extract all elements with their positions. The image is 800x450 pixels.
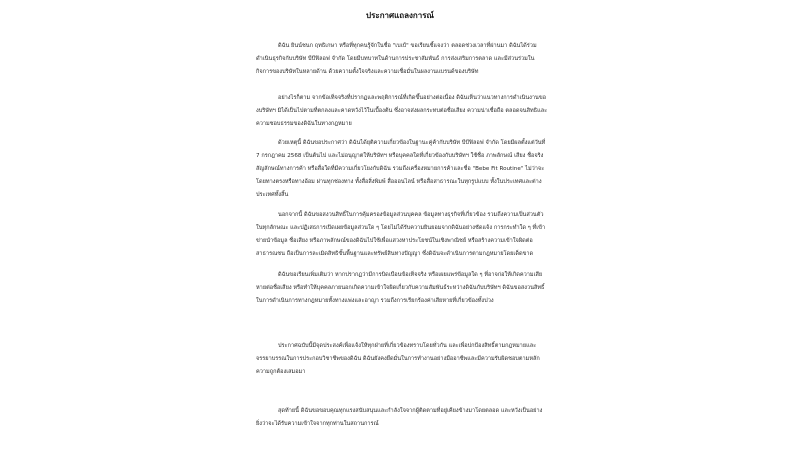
paragraph-6-text: ประกาศฉบับนี้มีจุดประสงค์เพื่อแจ้งให้ทุกฝ่ายที่เกี่ยวข้องทราบโดยทั่วกัน และเพื่อปกป้องสิทธิ์ตามกฎหมายและจรรยาบรรณในการประกอบวิชาชีพของดิฉัน ดิฉันยังคงยึดมั่นในการทำงานอย่างมืออาชีพและมีความรับผิดชอบตามหลักความถูกต้องเสมอมา <box>256 343 540 375</box>
paragraph-2 <box>256 92 548 131</box>
paragraph-7-text: สุดท้ายนี้ ดิฉันขอขอบคุณทุกแรงสนับสนุนและกำลังใจจากผู้ติดตามที่อยู่เคียงข้างมาโดยตลอด และหวังเป็นอย่างยิ่งว่าจะได้รับความเข้าใจจากทุกท่านในสถานการณ์ <box>256 408 543 427</box>
paragraph-5-text: ดิฉันขอเรียนเพิ่มเติมว่า หากปรากฏว่ามีการบิดเบือนข้อเท็จจริง หรือเผยแพร่ข้อมูลใด ๆ ที่อาจก่อให้เกิดความเสียหายต่อชื่อเสียง หรือทำให้บุคคลภายนอกเกิดความเข้าใจผิดเกี่ยวกับความสัมพันธ์ระหว่างดิฉันกับบริษัทฯ ดิฉันขอสงวนสิทธิ์ในการดำเนินการทางกฎหมายทั้งทางแพ่งและอาญา รวมถึงการเรียกร้องค่าเสียหายที่เกี่ยวข้องทั้งปวง <box>256 272 545 304</box>
paragraph-3-text: ด้วยเหตุนี้ ดิฉันขอประกาศว่า ดิฉันได้ยุติความเกี่ยวข้องในฐานะคู่ค้ากับบริษัท บีบีฟิลอฟ จำกัด โดยมีผลตั้งแต่วันที่ 7 กรกฎาคม 2568 เป็นต้นไป และไม่อนุญาตให้บริษัทฯ หรือบุคคลใดที่เกี่ยวข้องกับบริษัทฯ ใช้ชื่อ ภาพลักษณ์ เสียง ชื่อจริง สัญลักษณ์ทางการค้า หรือสื่อใดที่มีความเกี่ยวโยงกับดิฉัน รวมถึงเครื่องหมายการค้าและชื่อ "Bebe Fit Routine" ไม่ว่าจะโดยทางตรงหรือทางอ้อม ผ่านทุกช่องทาง ทั้งสื่อสิ่งพิมพ์ สื่อออนไลน์ หรือสื่อสาธารณะในทุกรูปแบบ ทั้งในประเทศและต่างประเทศทั้งสิ้น <box>256 140 546 198</box>
paragraph-6 <box>256 340 548 379</box>
paragraph-2-text: อย่างไรก็ตาม จากข้อเท็จจริงที่ปรากฏและพฤติการณ์ที่เกิดขึ้นอย่างต่อเนื่อง ดิฉันเห็นว่าแนวทางการดำเนินงานของบริษัทฯ มิได้เป็นไปตามที่ตกลงและคาดหวังไว้ในเบื้องต้น ซึ่งอาจส่งผลกระทบต่อชื่อเสียง ความน่าเชื่อถือ ตลอดจนสิทธิและความชอบธรรมของดิฉันในทางกฎหมาย <box>256 95 548 127</box>
paragraph-4 <box>256 209 548 261</box>
paragraph-1 <box>256 40 548 79</box>
paragraph-1-text: ดิฉัน ยินน์ชนก ฤทธิเกษา หรือที่ทุกคนรู้จักในชื่อ "เบเบ้" ขอเรียนชี้แจงว่า ตลอดช่วงเวลาที่ผ่านมา ดิฉันได้ร่วมดำเนินธุรกิจกับบริษัท บีบีฟิลอฟ จำกัด โดยมีบทบาทในด้านการประชาสัมพันธ์ การส่งเสริมการตลาด และมีส่วนร่วมในกิจการของบริษัทในหลายด้าน ด้วยความตั้งใจจริงและความเชื่อมั่นในผลงานแบรนด์ของบริษัท <box>256 43 537 75</box>
paragraph-4-text: นอกจากนี้ ดิฉันขอสงวนสิทธิ์ในการคุ้มครองข้อมูลส่วนบุคคล ข้อมูลทางธุรกิจที่เกี่ยวข้อง รวมถึงความเป็นส่วนตัวในทุกลักษณะ และปฏิเสธการเปิดเผยข้อมูลส่วนใด ๆ โดยไม่ได้รับความยินยอมจากดิฉันอย่างชัดแจ้ง การกระทำใด ๆ ที่เข้าข่ายนำข้อมูล ชื่อเสียง หรือภาพลักษณ์ของดิฉันไปใช้เพื่อแสวงหาประโยชน์ในเชิงพาณิชย์ หรือสร้างความเข้าใจผิดต่อสาธารณชน ถือเป็นการละเมิดสิทธิขั้นพื้นฐานและทรัพย์สินทางปัญญา ซึ่งดิฉันจะดำเนินการตามกฎหมายโดยเด็ดขาด <box>256 212 546 257</box>
paragraph-3 <box>256 137 548 202</box>
document-title: ประกาศแถลงการณ์ <box>366 11 434 20</box>
paragraph-7 <box>256 405 548 431</box>
paragraph-5 <box>256 269 548 308</box>
